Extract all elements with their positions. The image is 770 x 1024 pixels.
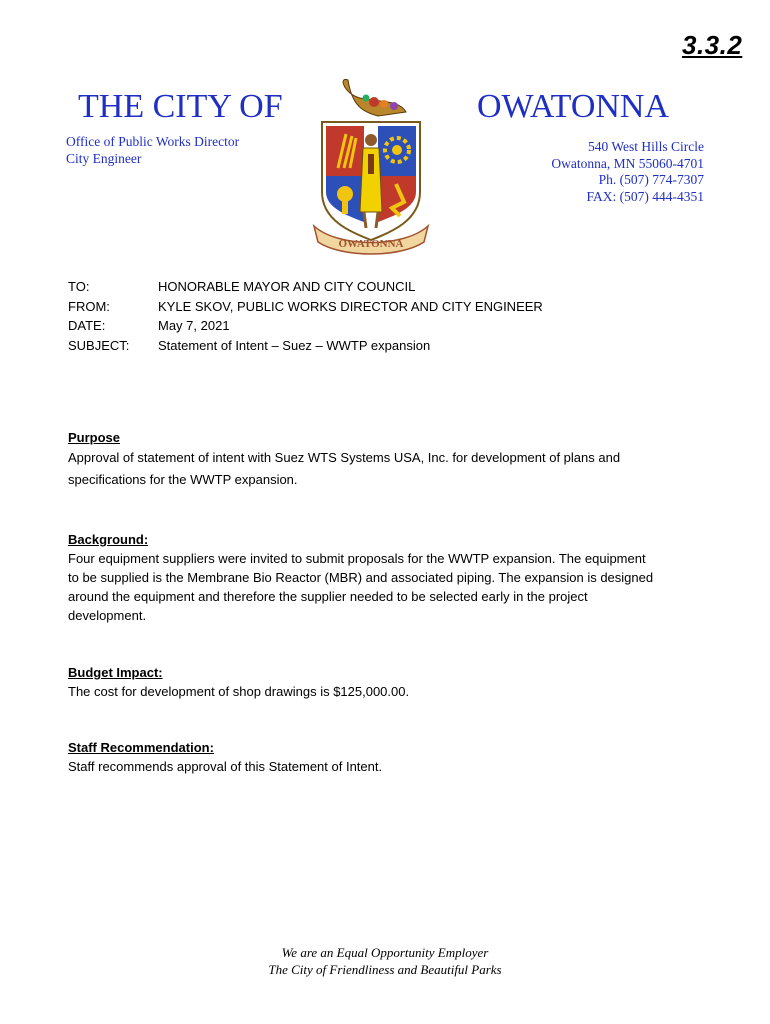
budget-line-1: The cost for development of shop drawings is $125,000.00. [68,684,410,699]
memo-to-value: HONORABLE MAYOR AND CITY COUNCIL [158,279,416,294]
memo-subject-row [68,336,543,356]
city-seal-icon [308,72,434,258]
address-line-2: Owatonna, MN 55060-4701 [551,155,704,171]
letterhead-city-right: OWATONNA [477,88,670,125]
background-line-3: around the equipment and therefore the supplier needed to be selected early in the project [68,589,588,604]
footer-line-2: The City of Friendliness and Beautiful Parks [268,962,502,977]
background-line-1: Four equipment suppliers were invited to submit proposals for the WWTP expansion. The equipment [68,551,646,566]
background-heading: Background: [68,532,149,547]
purpose-line-1: Approval of statement of intent with Suez WTS Systems USA, Inc. for development of plans and [68,450,621,465]
background-line-4: development. [68,608,147,623]
memo-date-value: May 7, 2021 [158,318,230,333]
background-section [68,530,708,625]
staff-section [68,738,708,776]
footer-line-1: We are an Equal Opportunity Employer [281,945,489,960]
purpose-section [68,428,708,491]
budget-section [68,663,708,701]
memo-date-row [68,316,543,336]
background-line-2: to be supplied is the Membrane Bio Reactor (MBR) and associated piping. The expansion is designed [68,570,654,585]
memo-subject-value: Statement of Intent – Suez – WWTP expansion [158,337,431,353]
seal-ribbon-text: OWATONNA [338,238,404,250]
office-line-2: City Engineer [66,151,142,166]
footer [0,944,770,978]
fax-line: FAX: (507) 444-4351 [586,188,704,204]
address-line-1: 540 West Hills Circle [587,139,704,154]
memo-from-value: KYLE SKOV, PUBLIC WORKS DIRECTOR AND CITY ENGINEER [158,298,543,314]
phone-line: Ph. (507) 774-7307 [598,172,704,187]
office-line-1: Office of Public Works Director [66,134,240,149]
memo-from-label: FROM: [68,298,110,314]
address-block [551,139,704,205]
staff-heading: Staff Recommendation: [68,740,214,755]
memo-to-label: TO: [68,279,90,294]
purpose-heading: Purpose [68,430,121,445]
budget-heading: Budget Impact: [68,665,163,680]
office-block [66,133,239,167]
memo-from-row [68,297,543,317]
letterhead-city-left: THE CITY OF [78,88,283,125]
staff-line-1: Staff recommends approval of this Statement of Intent. [68,759,383,774]
purpose-body [68,447,708,491]
memo-to-row [68,277,543,297]
memo-header [68,277,543,355]
agenda-item-number: 3.3.2 [682,30,743,60]
memo-date-label: DATE: [68,318,106,333]
purpose-line-2: specifications for the WWTP expansion. [68,472,298,487]
memo-subject-label: SUBJECT: [68,337,130,353]
